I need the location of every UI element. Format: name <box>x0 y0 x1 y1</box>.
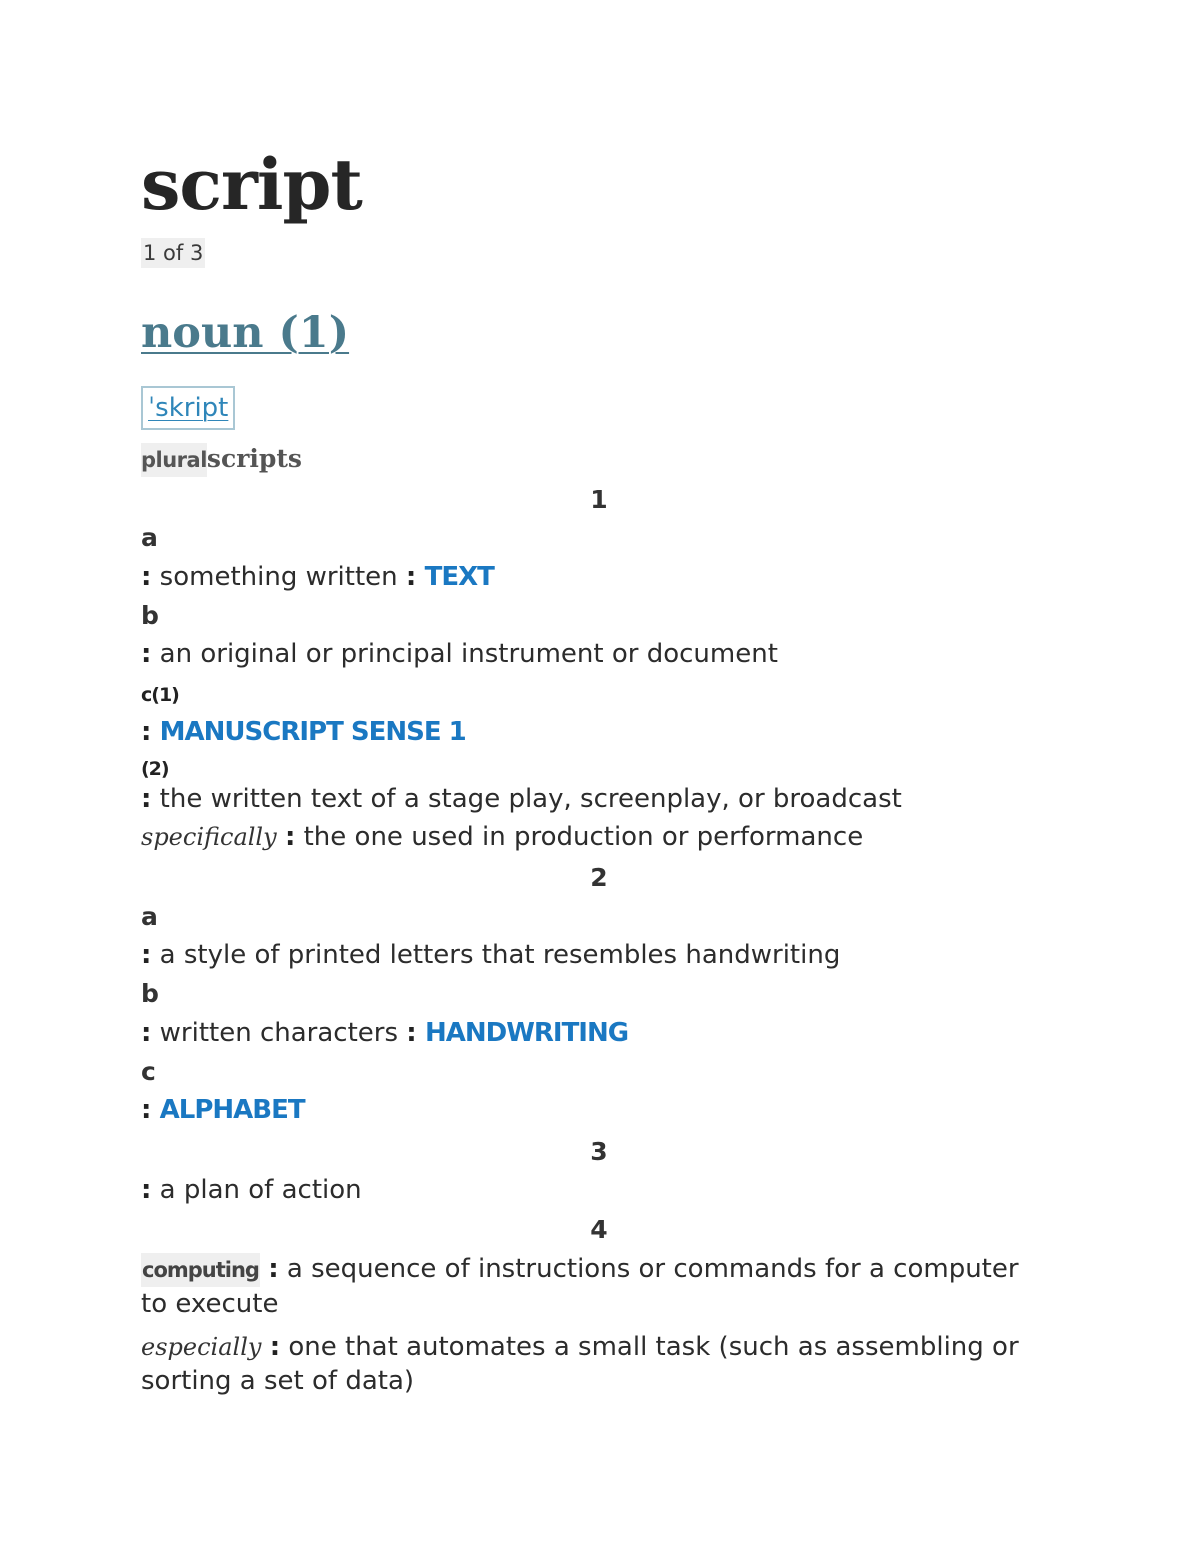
sense-number-3: 3 <box>590 1137 608 1166</box>
sense-letter: a <box>141 902 158 931</box>
definition-colon: : <box>284 822 296 852</box>
xref-link-alphabet[interactable]: ALPHABET <box>159 1095 305 1125</box>
usage-label: specifically <box>141 823 277 851</box>
definition-colon: : <box>269 1332 281 1362</box>
sense-2a-letter <box>141 900 158 934</box>
definition-colon: : <box>141 1018 152 1048</box>
sense-sublabel: c(1) <box>141 684 179 706</box>
usage-label: especially <box>141 1333 262 1361</box>
sense-2c-definition <box>141 1093 305 1127</box>
definition-colon: : <box>141 639 152 669</box>
plural-info <box>141 442 302 477</box>
definition-text: a style of printed letters that resembles handwriting <box>159 940 841 970</box>
headword: script <box>141 143 362 226</box>
plural-form: scripts <box>206 444 302 473</box>
sense-4-especially <box>141 1330 1041 1398</box>
xref-link-text[interactable]: TEXT <box>424 562 494 592</box>
sense-3-definition <box>141 1173 362 1207</box>
sense-1c1-definition <box>141 715 466 749</box>
definition-colon: : <box>141 717 152 747</box>
sense-letter: b <box>141 979 159 1008</box>
sense-letter: b <box>141 601 159 630</box>
sense-1a-letter <box>141 521 158 555</box>
sense-2c-letter <box>141 1055 156 1089</box>
sense-1c2-label <box>141 750 169 786</box>
subject-label: computing <box>141 1253 260 1287</box>
definition-colon: : <box>141 1095 152 1125</box>
sense-number-2: 2 <box>590 863 608 892</box>
sense-sublabel: (2) <box>141 758 169 780</box>
sense-2b-definition <box>141 1016 628 1050</box>
definition-colon: : <box>141 940 152 970</box>
part-of-speech-link[interactable]: noun (1) <box>141 308 350 358</box>
definition-colon: : <box>268 1254 279 1284</box>
definition-text: a sequence of instructions or commands for a computer to execute <box>141 1254 1019 1319</box>
definition-text: the one used in production or performance <box>303 822 864 852</box>
definition-text: one that automates a small task (such as assembling or sorting a set of data) <box>141 1332 1019 1396</box>
sense-letter: c <box>141 1057 156 1086</box>
definition-colon: : <box>141 562 152 592</box>
pronunciation-button[interactable]: ˈskript <box>141 386 235 430</box>
definition-colon: : <box>141 784 152 814</box>
definition-text: the written text of a stage play, screenplay, or broadcast <box>159 784 902 814</box>
entry-count: 1 of 3 <box>141 238 205 268</box>
sense-4-definition <box>141 1252 1041 1321</box>
sense-1c2-definition <box>141 782 902 816</box>
definition-text: a plan of action <box>159 1175 362 1205</box>
sense-2b-letter <box>141 977 159 1011</box>
sense-2a-definition <box>141 938 840 972</box>
definition-colon: : <box>141 1175 152 1205</box>
xref-link-manuscript[interactable]: MANUSCRIPT SENSE 1 <box>159 717 466 747</box>
definition-colon: : <box>406 1018 417 1048</box>
sense-1c1-label <box>141 676 179 712</box>
sense-number-4: 4 <box>590 1215 608 1244</box>
xref-link-handwriting[interactable]: HANDWRITING <box>424 1018 629 1048</box>
sense-number-1: 1 <box>590 485 608 514</box>
sense-1b-letter <box>141 599 159 633</box>
definition-text: an original or principal instrument or document <box>159 639 778 669</box>
definition-text: something written <box>159 562 398 592</box>
definition-text: written characters <box>159 1018 399 1048</box>
sense-letter: a <box>141 523 158 552</box>
definition-colon: : <box>405 562 417 592</box>
plural-label: plural <box>141 443 207 477</box>
sense-1c2-specifically <box>141 820 863 854</box>
sense-1a-definition <box>141 560 494 594</box>
sense-1b-definition <box>141 637 778 671</box>
